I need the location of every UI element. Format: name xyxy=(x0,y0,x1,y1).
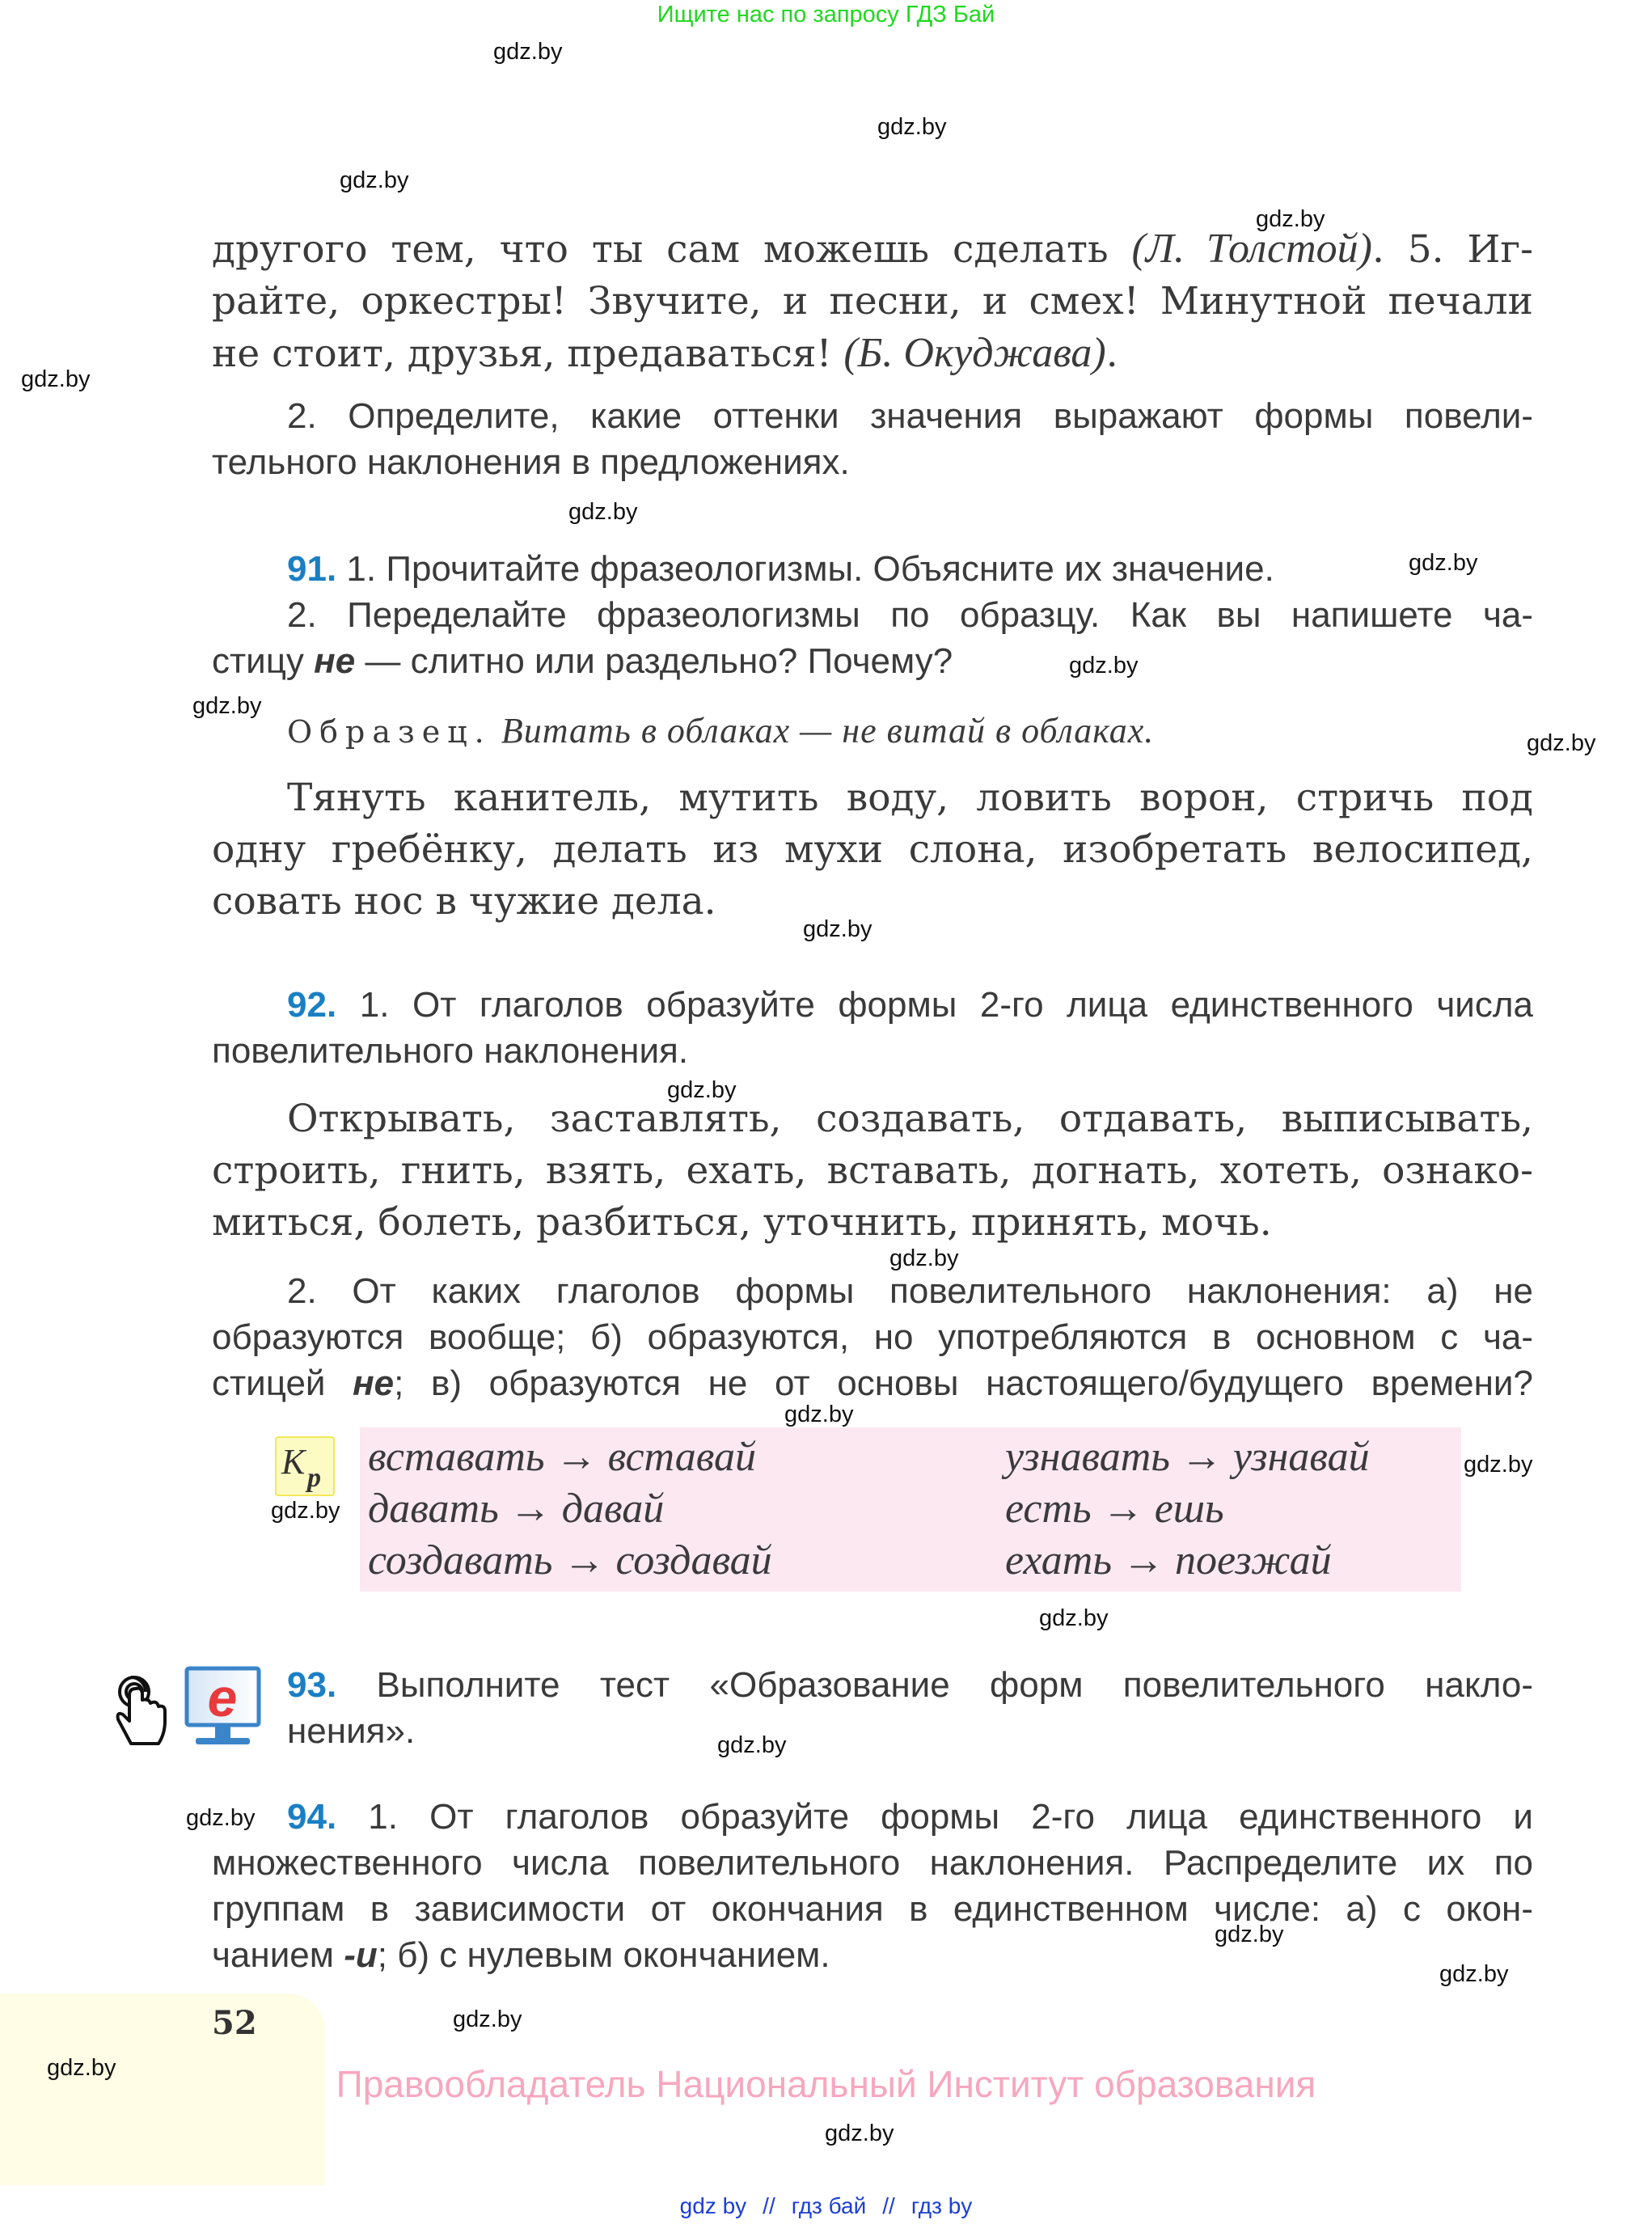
watermark: gdz.by xyxy=(453,2006,522,2032)
verb-line: строить, гнить, взять, ехать, вставать, догнать, хотеть, ознако- xyxy=(212,1148,1533,1193)
task-line: 1. От глаголов образуйте формы 2-го лица единственного числа xyxy=(359,985,1533,1025)
sample-text: Витать в облаках — не витай в облаках. xyxy=(501,711,1155,750)
task-line: 1. Прочитайте фразеологизмы. Объясните их значение. xyxy=(346,549,1274,589)
ending-i: -и xyxy=(344,1935,378,1975)
task-text: стицу xyxy=(212,641,315,681)
rule-example: создавать → создавай xyxy=(368,1537,772,1583)
task-2-previous xyxy=(212,393,1533,485)
watermark: gdz.by xyxy=(340,167,409,193)
watermark: gdz.by xyxy=(1039,1605,1109,1631)
task-line: группам в зависимости от окончания в единственном числе: а) с окон- xyxy=(212,1889,1533,1929)
verb-line: миться, болеть, разбиться, уточнить, принять, мочь. xyxy=(212,1200,1272,1245)
watermark: gdz.by xyxy=(825,2120,894,2146)
exercise-92-task-2 xyxy=(212,1268,1533,1406)
watermark: gdz.by xyxy=(271,1498,340,1524)
footer-link-gdz-by-cyr[interactable]: гдз by xyxy=(911,2193,973,2218)
task-line: повелительного наклонения. xyxy=(212,1031,689,1071)
exercise-92 xyxy=(212,982,1533,1074)
rule-icon xyxy=(275,1436,335,1496)
watermark: gdz.by xyxy=(1256,206,1325,232)
page-number: 52 xyxy=(212,2004,257,2042)
watermark: gdz.by xyxy=(784,1402,854,1427)
task-line[interactable]: Выполните тест «Образование форм повелительного накло- xyxy=(376,1665,1533,1705)
task-line: 1. От глаголов образуйте формы 2-го лица единственного и xyxy=(368,1797,1533,1837)
rule-example: ехать → поезжай xyxy=(1005,1537,1332,1583)
rule-example: давать → давай xyxy=(368,1486,665,1532)
phrase-line: одну гребёнку, делать из мухи слона, изобретать велосипед, xyxy=(212,827,1533,872)
watermark: gdz.by xyxy=(568,499,638,525)
svg-text:e: e xyxy=(207,1668,238,1727)
watermark: gdz.by xyxy=(1409,550,1478,576)
watermark: gdz.by xyxy=(1215,1922,1284,1947)
exercise-94 xyxy=(212,1794,1533,1978)
footer-links xyxy=(0,2193,1652,2219)
watermark: gdz.by xyxy=(21,366,91,392)
watermark: gdz.by xyxy=(877,114,947,140)
exercise-91 xyxy=(212,546,1533,684)
task-line: 2. Переделайте фразеологизмы по образцу. Как вы напишете ча- xyxy=(287,595,1533,635)
quote-text: не стоит, друзья, предаваться! xyxy=(212,332,844,376)
svg-text:К: К xyxy=(281,1442,306,1482)
watermark: gdz.by xyxy=(667,1077,737,1103)
quote-text: райте, оркестры! Звучите, и песни, и смех! Минутной печали xyxy=(212,279,1533,323)
quote-continuation xyxy=(212,223,1533,380)
watermark: gdz.by xyxy=(1439,1961,1509,1987)
watermark: gdz.by xyxy=(186,1805,256,1831)
watermark: gdz.by xyxy=(717,1732,787,1758)
task-text: чанием xyxy=(212,1935,344,1975)
quote-text: . xyxy=(1105,332,1118,376)
footer-link-gdz-bai[interactable]: гдз бай xyxy=(791,2193,867,2218)
rule-example: узнавать → узнавай xyxy=(1005,1434,1370,1480)
phraseologisms xyxy=(212,772,1533,928)
task-line: тельного наклонения в предложениях. xyxy=(212,442,850,482)
search-banner: Ищите нас по запросу ГДЗ Бай xyxy=(657,2,995,27)
sample-label: Образец. xyxy=(287,714,492,750)
task-line: 2. Определите, какие оттенки значения выражают формы повели- xyxy=(287,396,1533,436)
particle-ne: не xyxy=(353,1364,395,1403)
copyright-notice: Правообладатель Национальный Институт образования xyxy=(336,2063,1316,2105)
particle-ne: не xyxy=(314,641,356,681)
task-line: 2. От каких глаголов формы повелительного наклонения: а) не xyxy=(287,1271,1533,1311)
watermark: gdz.by xyxy=(1069,653,1139,679)
touch-hand-icon[interactable] xyxy=(113,1674,171,1748)
watermark: gdz.by xyxy=(1527,730,1596,756)
phrase-line: Тянуть канитель, мутить воду, ловить ворон, стричь под xyxy=(287,776,1533,820)
watermark: gdz.by xyxy=(493,39,563,65)
e-learning-monitor-icon[interactable] xyxy=(184,1666,261,1749)
verb-line: Открывать, заставлять, создавать, отдавать, выписывать, xyxy=(287,1097,1533,1141)
sample-line xyxy=(287,710,1154,751)
quote-author: (Л. Толстой) xyxy=(1131,226,1372,272)
watermark: gdz.by xyxy=(47,2055,116,2081)
watermark: gdz.by xyxy=(889,1245,959,1271)
exercise-number: 94. xyxy=(287,1797,337,1837)
watermark: gdz.by xyxy=(1464,1452,1533,1478)
task-text: ; б) с нулевым окончанием. xyxy=(377,1935,830,1975)
quote-text: . 5. Иг- xyxy=(1371,227,1533,272)
watermark: gdz.by xyxy=(192,693,262,719)
quote-text: другого тем, что ты сам можешь сделать xyxy=(212,227,1132,272)
kr-glyph-icon xyxy=(277,1438,333,1495)
rule-example: есть → ешь xyxy=(1005,1486,1224,1532)
phrase-line: совать нос в чужие дела. xyxy=(212,879,716,924)
watermark: gdz.by xyxy=(803,916,872,942)
task-text: ; в) образуются не от основы настоящего/будущего времени? xyxy=(394,1364,1533,1403)
separator: // xyxy=(882,2193,895,2218)
task-line: нения». xyxy=(287,1711,416,1751)
exercise-number: 93. xyxy=(287,1665,337,1705)
separator: // xyxy=(763,2193,775,2218)
svg-text:р: р xyxy=(307,1463,321,1493)
task-line: множественного числа повелительного наклонения. Распределите их по xyxy=(212,1843,1533,1883)
quote-author: (Б. Окуджава) xyxy=(843,330,1106,376)
footer-link-gdz-by[interactable]: gdz by xyxy=(679,2193,747,2218)
rule-example: вставать → вставай xyxy=(368,1434,756,1480)
exercise-93 xyxy=(287,1662,1533,1754)
task-line: образуются вообще; б) образуются, но употребляются в основном с ча- xyxy=(212,1317,1533,1357)
task-text: стицей xyxy=(212,1364,353,1403)
task-text: — слитно или раздельно? Почему? xyxy=(355,641,953,681)
verbs-list xyxy=(212,1093,1533,1249)
exercise-number: 92. xyxy=(287,985,337,1025)
exercise-number: 91. xyxy=(287,549,337,589)
